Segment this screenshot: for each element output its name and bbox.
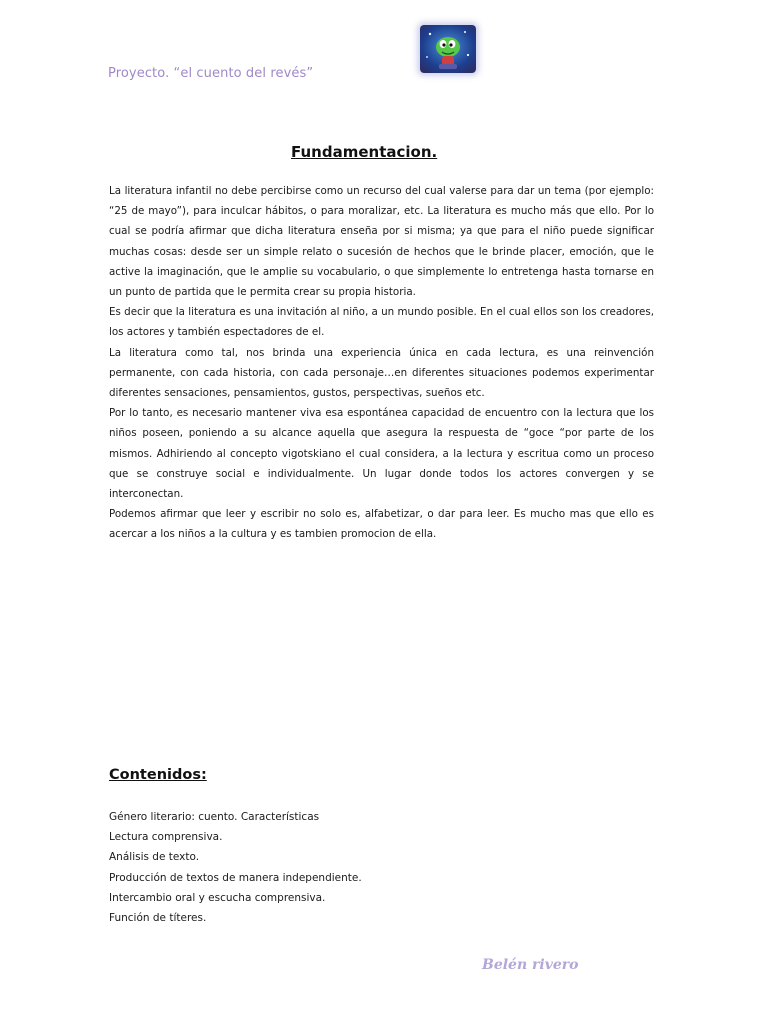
list-item: Función de títeres. [109,912,207,925]
list-item: Análisis de texto. [109,851,200,864]
paragraph: Podemos afirmar que leer y escribir no solo es, alfabetizar, o dar para leer. Es mucho mas que ello es acercar a los niños a la cultura y es tambien promocion de ella. [109,508,654,541]
cartoon-character-icon [420,25,476,73]
author-signature: Belén rivero [482,957,579,973]
list-item: Género literario: cuento. Características [109,811,320,823]
contenidos-list [109,807,362,928]
fundamentacion-body [109,181,654,545]
list-item: Lectura comprensiva. [109,831,223,844]
paragraph: La literatura infantil no debe percibirse como un recurso del cual valerse para dar un tema (por ejemplo: “25 de mayo”), para inculcar hábitos, o para moralizar, etc. La literatura es mucho más que ello. Por lo cual se podría afirmar que dicha literatura enseña por si misma; ya que para el niño puede significar muchas cosas: desde ser un simple relato o sucesión de hechos que le brinde placer, emoción, que le active la imaginación, que le amplie su vocabulario, o que simplemente lo entretenga hasta tornarse en un punto de partida que le permita crear su propia historia. [109,185,654,299]
paragraph: Es decir que la literatura es una invitación al niño, a un mundo posible. En el cual ellos son los creadores, los actores y también espectadores de el. [109,306,654,339]
list-item: Intercambio oral y escucha comprensiva. [109,891,326,904]
project-title: Proyecto. “el cuento del revés” [108,66,314,81]
paragraph: La literatura como tal, nos brinda una experiencia única en cada lectura, es una reinvención permanente, con cada historia, con cada personaje…en diferentes situaciones podemos experimentar diferentes sensaciones, pensamientos, gustos, perspectivas, sueños etc. [109,346,654,400]
paragraph: Por lo tanto, es necesario mantener viva esa espontánea capacidad de encuentro con la lectura que los niños poseen, poniendo a su alcance aquella que asegura la respuesta de “goce “por parte de los mismos. Adhiriendo al concepto vigotskiano el cual considera, a la lectura y escritua como un proceso que se construye social e individualmente. Un lugar donde todos los actores convergen y se interconectan. [109,407,654,501]
fundamentacion-heading: Fundamentacion. [291,143,438,161]
contenidos-heading: Contenidos: [109,767,207,783]
list-item: Producción de textos de manera independiente. [109,871,362,884]
